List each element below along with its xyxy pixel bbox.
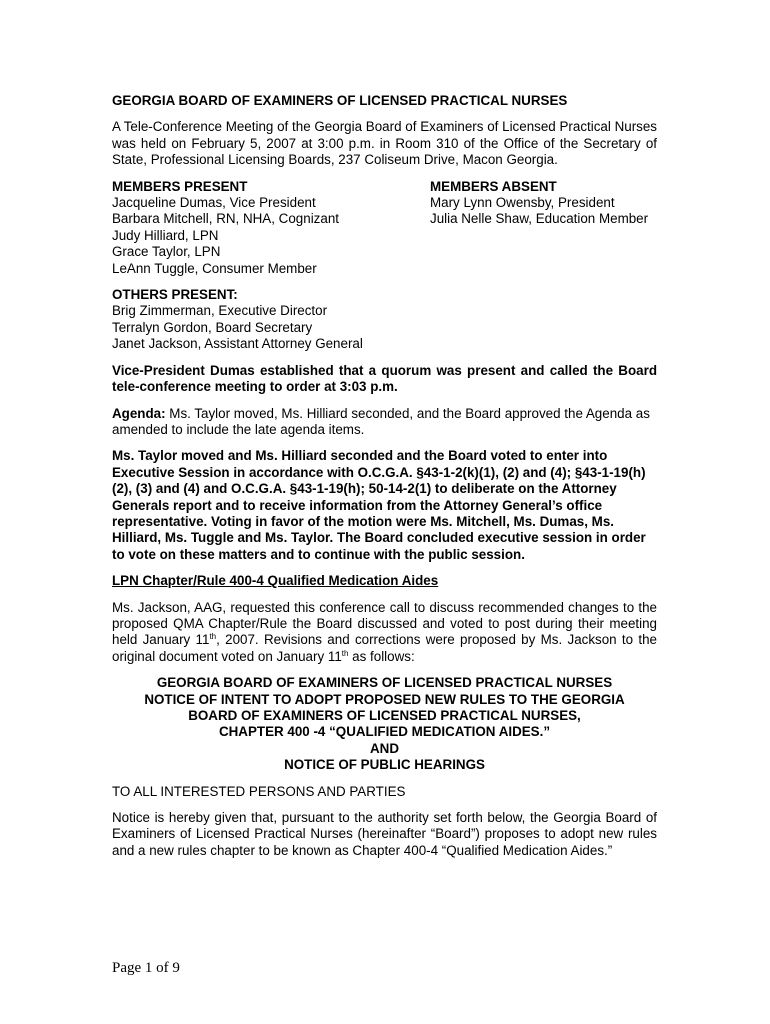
document-title: GEORGIA BOARD OF EXAMINERS OF LICENSED PRACTICAL NURSES bbox=[112, 93, 568, 108]
notice-line: BOARD OF EXAMINERS OF LICENSED PRACTICAL NURSES, bbox=[188, 708, 581, 723]
notice-line: NOTICE OF PUBLIC HEARINGS bbox=[284, 757, 485, 773]
agenda-label: Agenda: bbox=[112, 405, 166, 421]
other-present: Brig Zimmerman, Executive Director bbox=[112, 303, 328, 319]
member-present: LeAnn Tuggle, Consumer Member bbox=[112, 260, 317, 276]
jackson-paragraph bbox=[112, 600, 657, 666]
section-heading: LPN Chapter/Rule 400-4 Qualified Medication Aides bbox=[112, 573, 439, 589]
notice-line: GEORGIA BOARD OF EXAMINERS OF LICENSED PRACTICAL NURSES bbox=[156, 675, 613, 691]
notice-paragraph: Notice is hereby given that, pursuant to the authority set forth below, the Georgia Board of Examiners of Licensed Practical Nurses (hereinafter “Board”) proposes to adopt new rules and a new rules chapter to be known as Chapter 400-4 “Qualified Medication Aides.” bbox=[112, 810, 657, 858]
others-present bbox=[112, 287, 657, 353]
page-footer: Page 1 of 9 bbox=[112, 960, 180, 976]
executive-session-paragraph: Ms. Taylor moved and Ms. Hilliard seconded and the Board voted to enter into Executive Session in accordance with O.C.G.A. §43-1-2(k)(1), (2) and (4); §43-1-19(h)(2), (3) and (4) and O.C.G.A. §43-1-19(h); 50-14-2(1) to deliberate on the Attorney Generals report and to receive information from the Attorney General’s office representative. Voting in favor of the motion were Ms. Mitchell, Ms. Dumas, Ms. Hilliard, Ms. Tuggle and Ms. Taylor. The Board concluded executive session in order to vote on these matters and to continue with the public session. bbox=[112, 448, 646, 562]
jackson-text-3: as follows: bbox=[348, 648, 415, 664]
jackson-text-2: , 2007. Revisions and corrections were proposed by Ms. Jackson to the original document voted on January 11 bbox=[112, 632, 657, 664]
agenda-paragraph bbox=[112, 406, 657, 439]
notice-line: CHAPTER 400 -4 “QUALIFIED MEDICATION AIDES.” bbox=[218, 724, 551, 740]
notice-line: NOTICE OF INTENT TO ADOPT PROPOSED NEW RULES TO THE GEORGIA bbox=[144, 691, 625, 707]
other-present: Janet Jackson, Assistant Attorney General bbox=[112, 336, 363, 352]
member-present: Grace Taylor, LPN bbox=[112, 244, 221, 260]
member-present: Barbara Mitchell, RN, NHA, Cognizant bbox=[112, 211, 339, 227]
agenda-text: Ms. Taylor moved, Ms. Hilliard seconded, and the Board approved the Agenda as amended to include the late agenda items. bbox=[112, 405, 650, 437]
members-absent-heading: MEMBERS ABSENT bbox=[430, 178, 557, 194]
ordinal-suffix: th bbox=[209, 632, 217, 642]
ordinal-suffix: th bbox=[341, 648, 349, 658]
others-present-heading: OTHERS PRESENT: bbox=[112, 287, 238, 303]
notice-heading-block bbox=[112, 675, 657, 773]
member-present: Jacqueline Dumas, Vice President bbox=[112, 195, 316, 211]
member-present: Judy Hilliard, LPN bbox=[112, 227, 219, 243]
members-section bbox=[112, 179, 657, 277]
members-present bbox=[112, 179, 430, 277]
intro-paragraph: A Tele-Conference Meeting of the Georgia Board of Examiners of Licensed Practical Nurses was held on February 5, 2007 at 3:00 p.m. in Room 310 of the Office of the Secretary of State, Professional Licensing Boards, 237 Coliseum Drive, Macon Georgia. bbox=[112, 119, 657, 168]
member-absent: Julia Nelle Shaw, Education Member bbox=[430, 211, 649, 227]
other-present: Terralyn Gordon, Board Secretary bbox=[112, 319, 313, 335]
to-all-line: TO ALL INTERESTED PERSONS AND PARTIES bbox=[112, 783, 406, 799]
members-present-heading: MEMBERS PRESENT bbox=[112, 178, 248, 194]
jackson-text-1: Ms. Jackson, AAG, requested this conference call to discuss recommended changes to the proposed QMA Chapter/Rule the Board discussed and voted to post during their meeting held January 11 bbox=[112, 599, 657, 648]
quorum-paragraph: Vice-President Dumas established that a quorum was present and called the Board tele-conference meeting to order at 3:03 p.m. bbox=[112, 362, 657, 395]
notice-line: AND bbox=[369, 740, 399, 756]
members-absent bbox=[430, 179, 657, 277]
member-absent: Mary Lynn Owensby, President bbox=[430, 195, 615, 211]
document-page bbox=[112, 93, 657, 859]
